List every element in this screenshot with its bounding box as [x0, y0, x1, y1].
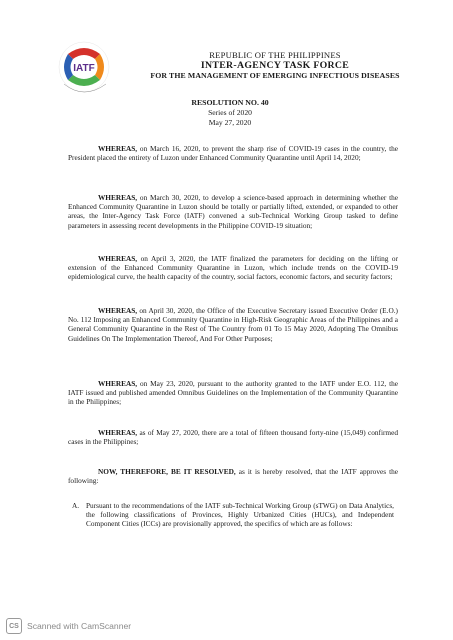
whereas-paragraph-5	[68, 379, 398, 407]
whereas-paragraph-6	[68, 428, 398, 446]
whereas-paragraph-2	[68, 193, 398, 230]
scanner-watermark	[6, 617, 131, 635]
paragraph-text: as it is hereby resolved, that the IATF approves the following:	[68, 467, 399, 486]
paragraph-lead: WHEREAS,	[98, 428, 138, 437]
republic-line: REPUBLIC OF THE PHILIPPINES	[209, 50, 341, 60]
paragraph-text: on May 23, 2020, pursuant to the authority granted to the IATF under E.O. 112, the IATF issued and published amended Omnibus Guidelines on the Implementation of the Community Quarantine in the Philippines;	[68, 379, 398, 407]
paragraph-text: as of May 27, 2020, there are a total of fifteen thousand forty-nine (15,049) confirmed cases in the Philippines;	[68, 428, 398, 447]
resolution-number: RESOLUTION NO. 40	[191, 98, 269, 107]
resolution-date: May 27, 2020	[208, 118, 252, 127]
item-text: Pursuant to the recommendations of the IATF sub-Technical Working Group (sTWG) on Data Analytics, the following classifications of Provinces, Highly Urbanized Cities (HUCs), and Independent Component Cities (ICCs) are provisionally approved, the specifics of which are as follows:	[86, 501, 394, 529]
camscanner-badge-icon: CS	[6, 618, 22, 634]
paragraph-lead: WHEREAS,	[98, 306, 138, 315]
whereas-paragraph-1	[68, 144, 398, 162]
letterhead	[130, 50, 420, 82]
scanner-text: Scanned with CamScanner	[27, 621, 132, 631]
paragraph-lead: WHEREAS,	[98, 144, 138, 153]
paragraph-lead: WHEREAS,	[98, 254, 138, 263]
resolution-series: Series of 2020	[208, 108, 252, 117]
paragraph-lead: NOW, THEREFORE, BE IT RESOLVED,	[98, 467, 236, 476]
organization-name: INTER-AGENCY TASK FORCE	[200, 59, 350, 71]
iatf-logo	[50, 40, 126, 96]
item-marker: A.	[72, 501, 80, 510]
whereas-paragraph-4	[68, 306, 398, 343]
paragraph-text: on April 3, 2020, the IATF finalized the parameters for deciding on the lifting or extension of the Enhanced Community Quarantine in Luzon, which include trends on the COVID-19 epidemiological curve, the health capacity of the country, social factors, economic factors, and security factors;	[68, 254, 398, 282]
resolution-block	[160, 98, 300, 128]
paragraph-lead: WHEREAS,	[98, 193, 138, 202]
resolution-item-a	[72, 501, 394, 529]
paragraph-text: on March 16, 2020, to prevent the sharp rise of COVID-19 cases in the country, the President placed the entirety of Luzon under Enhanced Community Quarantine until April 14, 2020;	[68, 144, 398, 163]
paragraph-text: on April 30, 2020, the Office of the Executive Secretary issued Executive Order (E.O.) No. 112 Imposing an Enhanced Community Quarantine in High-Risk Geographic Areas of the Philippines and a General Community Quarantine in the Rest of The Country from 01 To 15 May 2020, Adopting The Omnibus Guidelines On The Implementation Thereof, And For Other Purposes;	[68, 306, 398, 343]
resolved-paragraph	[68, 467, 398, 485]
whereas-paragraph-3	[68, 254, 398, 282]
paragraph-lead: WHEREAS,	[98, 379, 138, 388]
logo-text: IATF	[73, 63, 95, 74]
paragraph-text: on March 30, 2020, to develop a science-based approach in determining whether the Enhanced Community Quarantine in Luzon should be totally or partially lifted, extended, or expanded to other areas, the Inter-Agency Task Force (IATF) convened a sub-Technical Working Group tasked to define parameters in assessing recent developments in the Philippine COVID-19 situation;	[68, 193, 398, 230]
organization-subtitle: FOR THE MANAGEMENT OF EMERGING INFECTIOUS DISEASES	[150, 71, 400, 80]
